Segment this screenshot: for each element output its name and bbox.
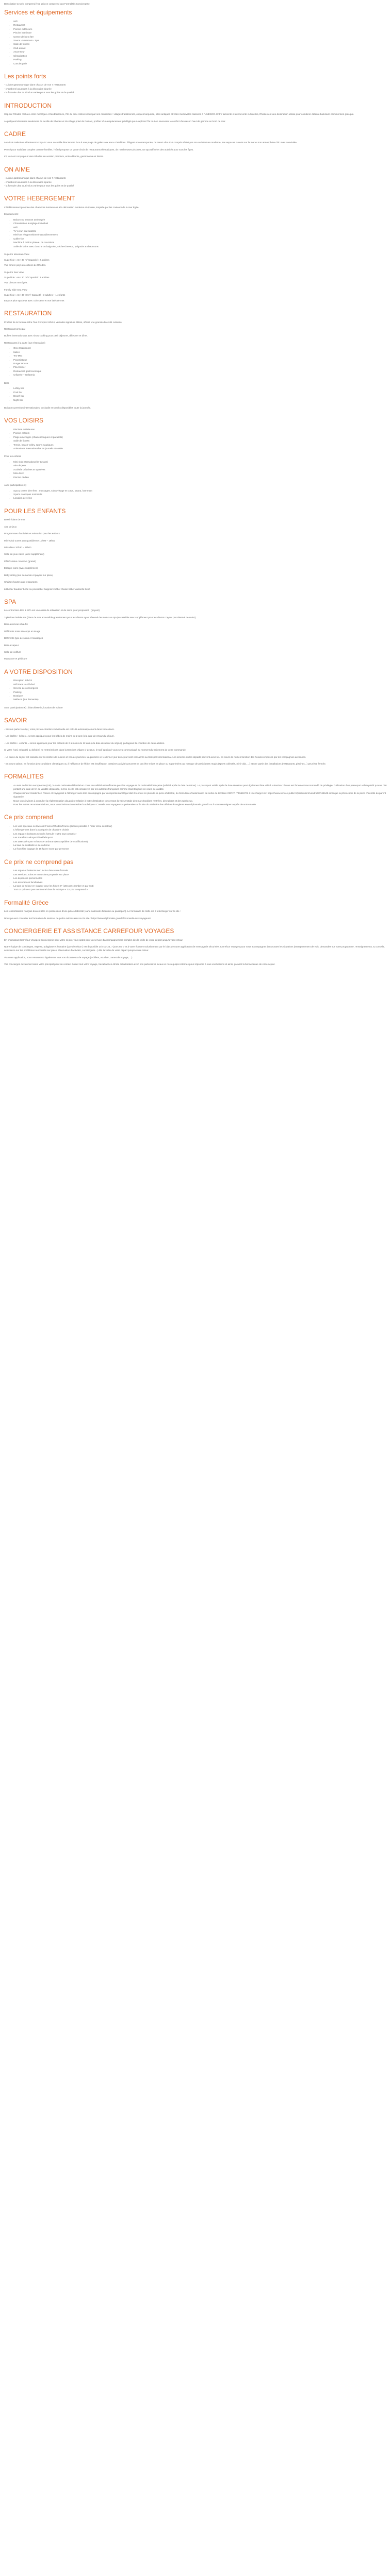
disposition-note: Avec participation (€) : blanchisserie, location de voiture: [4, 706, 63, 709]
section-title-introduction: INTRODUCTION: [4, 101, 52, 109]
room-name: Superior Mountain View: [4, 253, 29, 256]
introduction-paragraph: À quelques kilomètres seulement de la ville de Rhodes et du village prisé de Faliraki, profitez d'un emplacement privilégié pour explorer l'île tout en savourant le confort d'un resort haut de gamme en bord de mer.: [4, 120, 226, 123]
room-name: Superior Sea View: [4, 270, 24, 274]
list-item: • Tennis, beach-volley, sports nautiques: [13, 443, 387, 447]
section-title-pour-les-enfants: POUR LES ENFANTS: [4, 507, 66, 515]
text-paragraph: Le centre bien-être & SPA est une oasis de relaxation et de soins pour proposant : (payant): [4, 609, 100, 612]
list-item: • Parking: [13, 58, 387, 61]
text-paragraph: Bain à vapeur: [4, 643, 19, 647]
list-item: • Wifi: [13, 20, 387, 23]
list-item: • Piscine intérieure: [13, 31, 387, 35]
loisirs-list: [4, 428, 387, 451]
list-item: • Activités créatives et sportives: [13, 468, 387, 471]
list-item: • Salle de bains avec douche ou baignoire, sèche-cheveux, peignoirs & chaussons: [13, 245, 387, 248]
conciergerie-paragraph: En choisissant Carrefour Voyages Conciergerie pour votre séjour, vous optez pour un service d'accompagnement complet dès la veille de votre départ jusqu'à votre retour.: [4, 938, 183, 941]
list-item: • Spa & centre bien-être : massages, soins visage et corps, sauna, hammam: [13, 489, 387, 493]
restaurant-principal-label: Restaurant principal: [4, 327, 25, 330]
list-item: • Coffre-fort: [13, 237, 387, 241]
list-item: • Tout ce qui n'est pas mentionné dans la rubrique « Ce prix comprend »: [13, 888, 387, 891]
cadre-paragraph: Le Mitsis Selection Alila Resort & Spa 5* vous accueille directement face à une plage de galets aux eaux cristallines. Élégant et contemporain, ce resort ultra tout compris séduit par son architecture moderne, ses espaces ouverts sur la mer et son atmosphère chic mais conviviale.: [4, 141, 298, 144]
list-item: • Piscine extérieure: [13, 27, 387, 31]
points-forts-lines: [4, 83, 387, 94]
text-paragraph: Aire de jeux: [4, 525, 17, 528]
list-item: • Pita Corner: [13, 365, 387, 369]
list-item: • Tex-Mex: [13, 354, 387, 358]
list-item: • Nous vous invitons à consulter la réglementation douanière relative à votre destination concernant la valeur totale des marchandises rentrées, des tabacs et des spiritueux.: [13, 799, 387, 803]
list-item: • Pool bar: [13, 391, 387, 394]
list-item: • Parking: [13, 690, 387, 694]
text-paragraph: Si votre (vos) enfant(s) ou bébé(s) ne rentre(nt) pas dans la tranches d'âges ci-dessus, le tarif appliqué vous sera communiqué au moment du traitement de votre commande.: [4, 749, 187, 752]
text-paragraph: Mini-disco 20h30 – 21h00: [4, 546, 31, 549]
text-paragraph: Baby-sitting (sur demande et payant sur place): [4, 573, 54, 577]
list-item: • Location de vélos: [13, 496, 387, 500]
list-item: • Piscine enfants: [13, 431, 387, 435]
list-item: • Plage aménagée (chaises longues et parasols): [13, 435, 387, 439]
list-item: • Médecin (sur demande): [13, 698, 387, 701]
section-title-points-forts: Les points forts: [4, 73, 46, 80]
room-note: Espace plus spacieux avec coin salon et vue latérale mer.: [4, 299, 65, 302]
room-desc: Superficie : env. 30 m² Capacité : 3 adultes: [4, 276, 50, 279]
section-title-formalites: FORMALITES: [4, 773, 44, 781]
list-item: • Les repas et boissons non inclus dans votre formule: [13, 869, 387, 872]
list-item: • Les assurances facultatives: [13, 880, 387, 884]
loisirs-enfants-label: Pour les enfants: [4, 455, 22, 458]
text-line: - cuisine gastronomique dans chacun de nos 7 restaurants: [4, 177, 66, 180]
introduction-paragraph: Cap sur Rhodes ! Située entre mer Égée et Méditerranée, l'île du dieu Hélios séduit par ses contrastes : villages traditionnels, criques turquoise, sites antiques et villes médiévales classées à l'UNESCO. Entre farniente et découverte culturelles, Rhodes est une destination idéale pour combiner détente balnéaire et immersion grecque.: [4, 113, 354, 116]
list-item: • Beach bar: [13, 394, 387, 398]
text-paragraph: 3 piscines intérieures (dans de mer accessible gratuitement pour les clients ayant réservé des soins au spa (accessible avec supplément pour les clients n'ayant pas réservé de soins).: [4, 616, 197, 619]
list-item: • Lobby bar: [13, 386, 387, 390]
text-paragraph: - Les lits/lits + bébés = seront appliqués pour les bébés de moins de 2 ans (à la date de retour du séjour).: [4, 735, 115, 738]
section-title-savoir: SAVOIR: [4, 717, 27, 724]
loisirs-enfants-list: [4, 460, 387, 479]
text-paragraph: Différents soins du corps et visage: [4, 630, 41, 633]
services-list: [4, 20, 387, 65]
list-item: • Les taxes aéroport et hausse carburant (susceptibles de modifications): [13, 840, 387, 843]
text-paragraph: Salle de coiffure: [4, 651, 21, 654]
list-item: • Grec traditionnel: [13, 346, 387, 350]
list-item: • Centre de bien être: [13, 35, 387, 39]
grece-paragraph: Les ressortissants français doivent être en possession d'une pièce d'identité (carte nationale d'identité ou passeport). Le formulaire de trafic est à télécharger sur le site :: [4, 910, 181, 913]
list-item: • Wifi: [13, 226, 387, 229]
text-paragraph: Chaises hautes aux restaurants: [4, 581, 38, 584]
bars-label: Bars: [4, 381, 9, 384]
equipements-label: Équipements :: [4, 213, 20, 216]
text-line: - cuisine gastronomique dans chacun de nos 7 restaurants: [4, 83, 66, 87]
list-item: • Conciergerie: [13, 62, 387, 65]
room-note: Vue directe mer Égée.: [4, 281, 28, 284]
list-item: • Climatisation à réglage individuel: [13, 222, 387, 225]
room-name: Family Side Sea View: [4, 288, 27, 291]
list-item: • Crêperie – Gelateria: [13, 373, 387, 377]
list-item: • Machine à café & plateau de courtoisie: [13, 241, 387, 244]
list-item: • Aire de jeux: [13, 464, 387, 467]
list-item: • Balcon ou terrasse aménagée: [13, 218, 387, 222]
list-item: • Wifi dans tout l'hôtel: [13, 683, 387, 686]
text-paragraph: Programmes d'activités et animation pour les enfants: [4, 532, 60, 535]
disposition-list: [4, 679, 387, 702]
list-item: • Club enfant: [13, 46, 387, 50]
text-paragraph: - Si vous partez seul(e), votre prix en chambre individuelle est calculé automatiquement dans votre devis.: [4, 727, 115, 731]
restauration-paragraph: Boissons premium internationales, cocktails et snacks disponibles toute la journée.: [4, 406, 91, 409]
list-item: • TV écran plat satellite: [13, 229, 387, 233]
list-item: • Service de conciergerie: [13, 686, 387, 690]
list-item: • La taxe de solidarité et de carbone: [13, 843, 387, 847]
text-paragraph: - En cours saison, en fonction des conditions climatiques ou à l'affluence de l'hôtel est insuffisante, certaines activités peuvent ne pas être mises en place ou supprimées par manque de participants requis (sports collectifs, mini-club, ...) et une partie des installations (restaurants, piscines...) peut être fermée.: [4, 762, 327, 765]
list-item: • Pour les autres recommandations, nous vous invitons à consulter la rubrique « Conseils aux voyageurs » présentée sur le site du ministère des affaires étrangères www.diplomatie.gouv.fr ou à vous renseigner auprès de votre mairie.: [13, 803, 387, 806]
text-line: - chambres luxueuses à la décoration épurée: [4, 180, 52, 183]
grece-paragraph: Nous pouvez consulter les formalités de santé et de police nécessaires sur le site : https://www.diplomatie.gouv.fr/fr/conseils-aux-voyageurs/: [4, 917, 151, 920]
list-item: • Chaque mineur résident en France et voyageant à l'étranger sans être accompagné par un représentant légal doit être muni en plus de sa pièce d'identité, du formulaire d'autorisation de sortie de territoire CERFA n°15646*01 à télécharger ici : https://www.service-public.fr/particuliers/vosdroits/R46645 ainsi que la photocopie de la pièce d'identité du parent signataire.: [13, 791, 387, 799]
section-title-prix-ne-comprend: Ce prix ne comprend pas: [4, 858, 74, 866]
list-item: • Au sein de l'Union européenne (UE), la carte nationale d'identité en cours de validité est suffisante pour les voyageurs de nationalité française (validité après la date de retour). Le passeport valide après la date de retour peut également être utilisé. Attention : il vous est fortement recommandé de privilégier l'utilisation d'un passeport valide plutôt qu'une CNI portant une date de fin de validité dépassée, même si elle est considérée par les autorités françaises comme étant toujours en cours de validité.: [13, 784, 387, 791]
list-item: • Restaurant gastronomique: [13, 369, 387, 373]
list-item: • La franchise bagage de 15 kg en soute par personne: [13, 847, 387, 851]
list-item: • Climatisation: [13, 54, 387, 58]
section-title-spa: SPA: [4, 598, 17, 606]
list-item: • Les transferts aéroport/hôtel/aéroport: [13, 836, 387, 839]
section-title-restauration: RESTAURATION: [4, 310, 52, 317]
savoir-lines: [4, 727, 387, 766]
on-aime-lines: [4, 176, 387, 188]
list-item: • Sports nautiques motorisés: [13, 493, 387, 496]
room-types: [4, 252, 387, 302]
page-intro: Description Ce prix comprend / Ce prix ne comprend pas Formalités Conciergerie: [4, 3, 90, 5]
list-item: • Salle de fitness: [13, 42, 387, 46]
loisirs-payant-list: [4, 489, 387, 500]
list-item: • Italien: [13, 350, 387, 354]
list-item: • Restaurant: [13, 23, 387, 27]
hebergement-paragraph: L'établissement propose des chambres lumineuses à la décoration moderne et épurée, inspirée par les couleurs de la mer Égée.: [4, 206, 139, 209]
text-paragraph: Salle de jeux vidéo (avec supplément): [4, 553, 44, 556]
section-title-prix-comprend: Ce prix comprend: [4, 814, 53, 821]
conciergerie-paragraph: Via votre application, vous retrouverez également tous vos documents de voyage (e-billets, voucher, carnet de voyage, ...).: [4, 956, 133, 959]
section-title-hebergement: VOTRE HEBERGEMENT: [4, 195, 75, 202]
list-item: • Sauna - Hammam - Spa: [13, 39, 387, 42]
conciergerie-paragraph: Notre équipe de concierges, experte, polyglotte et humaine (que de rebut !) est disponible 24h sur 24, 7 jours sur 7 et à votre écoute exclusivement par le biais de notre application de messagerie sécurisée, Carrefour Voyages pour vous accompagner dans toutes les situations (enregistrement de vols, demandes sur votre programme, renseignements, & conseils, assistance sur les problèmes rencontrés sur place, réservation d'activités, conciergerie...) dès la veille de votre départ jusqu'à votre retour.: [4, 945, 385, 952]
formalites-list: [4, 784, 387, 807]
section-title-loisirs: VOS LOISIRS: [4, 417, 44, 425]
list-item: • Ascenseur: [13, 50, 387, 54]
text-paragraph: Mini-Club ouvert aux quotidienne 10h00 – 18h00: [4, 539, 56, 542]
loisirs-payant-label: Avec participation (€): [4, 484, 27, 487]
restauration-paragraph: Profitez de la formule Ultra Tout Compris 24h/24, véritable signature Mitsis, offrant une grande diversité culinaire.: [4, 320, 123, 324]
text-paragraph: Bain à remous chauffé: [4, 623, 28, 626]
prix-comprend-list: [4, 824, 387, 851]
prix-ne-comprend-list: [4, 869, 387, 892]
list-item: • Les vols spéciaux ou low cost France/Rhodes/France (locaux possible à l'aller et/ou au retour): [13, 824, 387, 828]
bars-list: [4, 386, 387, 402]
text-line: - chambres luxueuses à la décoration épurée: [4, 87, 52, 90]
page: [0, 0, 391, 990]
list-item: • Les dépenses personnelles: [13, 876, 387, 880]
list-item: • Burger House: [13, 362, 387, 365]
text-line: - la formule ultra tout inclus variée pour tous les goûts et de qualité: [4, 184, 74, 188]
list-item: • Mini-club international (4-12 ans): [13, 460, 387, 464]
text-paragraph: Différents type de soins et massages: [4, 637, 43, 640]
room-desc: Superficie : env. 30 m² Capacité : 2 adultes: [4, 258, 50, 261]
text-paragraph: Manucure et pédicure: [4, 657, 27, 660]
restaurants-carte-label: Restaurants à la carte (sur réservation): [4, 341, 45, 344]
list-item: • Mini-bar réapprovisionné quotidiennement: [13, 233, 387, 236]
section-title-on-aime: ON AIME: [4, 165, 30, 173]
list-item: • Mini-disco: [13, 471, 387, 475]
list-item: • Panasiatique: [13, 358, 387, 362]
pour-enfants-lines: [4, 518, 387, 591]
section-title-formalite-grece: Formalité Grèce: [4, 899, 49, 906]
text-paragraph: - Les lits/lits + enfants = seront appliqués pour les enfants de 2 à moins de 12 ans (à la date de retour du séjour), partageant la chambre de deux adultes.: [4, 741, 165, 744]
room-note: Vue arrière pays en collines de Rhodes.: [4, 264, 46, 267]
section-title-conciergerie: CONCIERGERIE ET ASSISTANCE CARREFOUR VOYAGES: [4, 927, 174, 935]
section-title-disposition: A VOTRE DISPOSITION: [4, 668, 73, 675]
section-title-services: Services et équipements: [4, 9, 72, 16]
list-item: • Animations internationales en journée et soirée: [13, 447, 387, 450]
text-line: - la formule ultra tout inclus variée pour tous les goûts et de qualité: [4, 91, 74, 94]
list-item: • L'hébergement dans la catégorie de chambre choisie: [13, 828, 387, 832]
section-title-cadre: CADRE: [4, 130, 26, 138]
list-item: • Piscine dédiée: [13, 476, 387, 479]
list-item: • Boutique: [13, 694, 387, 698]
spa-lines: [4, 608, 387, 661]
restauration-paragraph: Buffets internationaux avec show cooking pour petit déjeuner, déjeuner et dîner.: [4, 334, 88, 337]
text-paragraph: Pâte/cuisine conserve (gratuit): [4, 560, 37, 563]
list-item: • Les services, soins et excursions proposés sur place: [13, 873, 387, 876]
equipements-list: [4, 218, 387, 249]
list-item: • Réception 24h/24: [13, 679, 387, 682]
text-paragraph: - La durée du séjour est calculée sur le nombre de nuitées et non de journées. La première et le dernier jour du séjour sont consacrés au transport international. Les arrivées ou les départs peuvent avoir lieu en cours de nuit en fonction des horaires imposés par les compagnies aériennes.: [4, 755, 306, 758]
conciergerie-paragraph: Vos concierges deviennent alors votre principal point de contact durant tout votre voyage, travaillant en étroite collaboration avec nos partenaires locaux et nos équipes internes pour répondre à tous vos besoins et ainsi, garantir la bonne tenue de votre séjour.: [4, 963, 275, 966]
cadre-paragraph: Ici, tout est conçu pour vivre Rhodes en version premium, entre détente, gastronomie et loisirs.: [4, 155, 104, 158]
room-desc: Superficie : env. 36-40 m² Capacité : 3 adultes + 1 enfants: [4, 294, 66, 297]
cadre-paragraph: Pensé pour satisfaire couples comme familles, l'hôtel propose un vaste choix de restaurants thématiques, de nombreuses piscines, un spa raffiné et des activités pour tous les âges.: [4, 148, 194, 151]
text-paragraph: Lit bébé/ baudrier bébé ou poussette/ baignoire bébé/ chaise bébé/ vaisselle bébé: [4, 587, 90, 590]
text-paragraph: Bassin/dans de mer: [4, 518, 25, 521]
list-item: • Piscines extérieures: [13, 428, 387, 431]
restaurants-carte-list: [4, 346, 387, 377]
list-item: • Les repas et boissons selon la formule « ultra tout compris »: [13, 832, 387, 836]
list-item: • Night bar: [13, 398, 387, 402]
text-paragraph: Escape room (avec supplément): [4, 567, 39, 570]
list-item: • Salle de fitness: [13, 439, 387, 443]
list-item: • La taxe de séjour en vigueur pour les hôtels 5* (15€ par chambre et par nuit): [13, 884, 387, 888]
